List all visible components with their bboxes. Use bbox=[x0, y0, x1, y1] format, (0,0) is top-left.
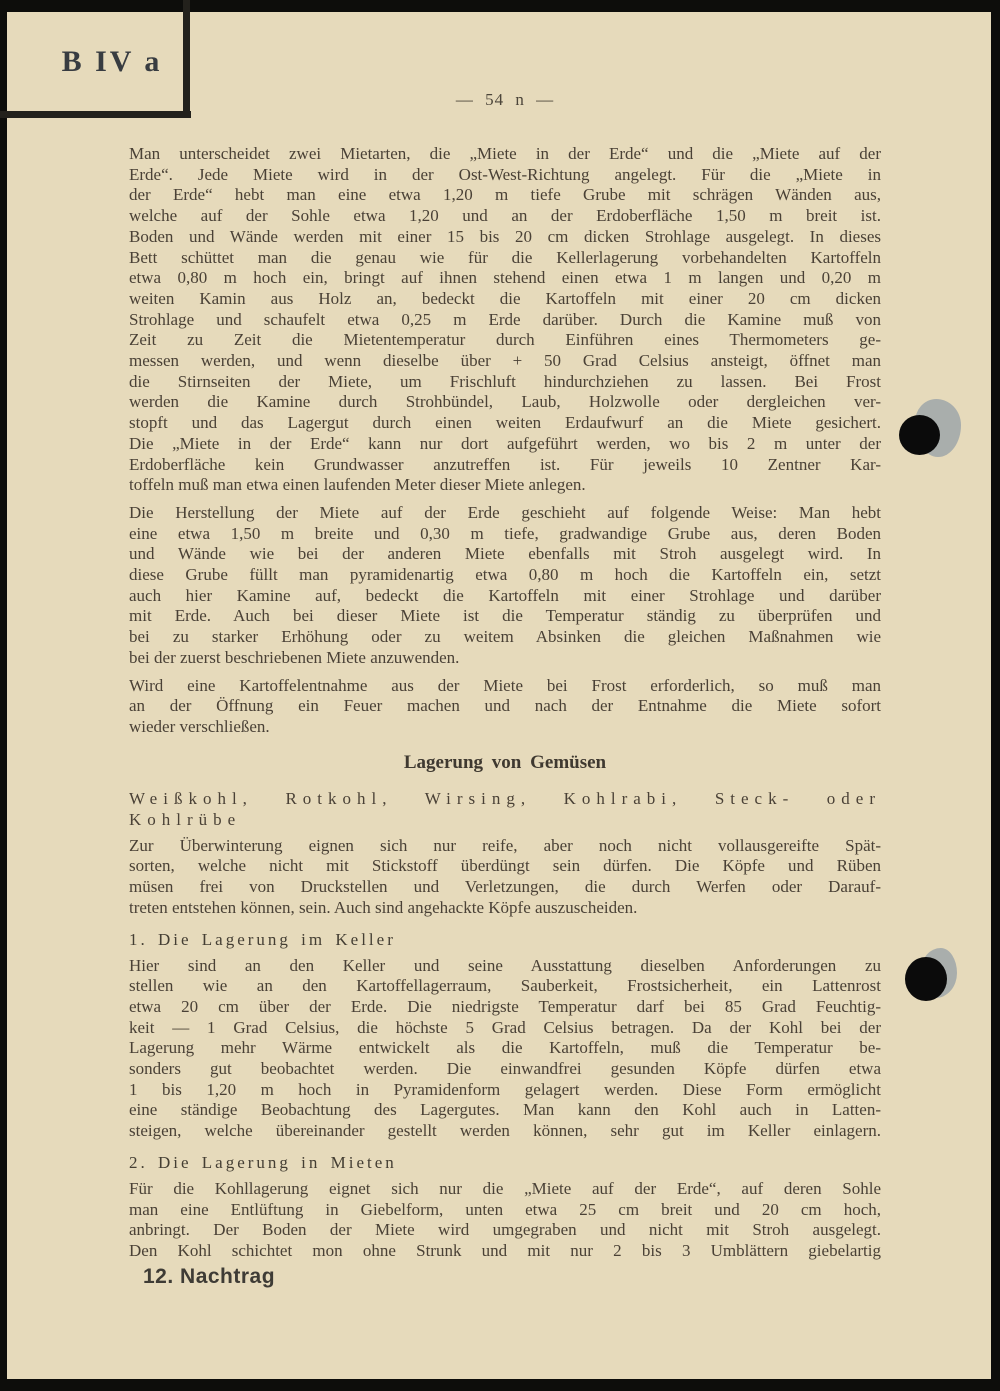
text-line: Lagerung mehr Wärme entwickelt als die Kartoffeln, muß die Temperatur be- bbox=[129, 1038, 881, 1058]
text-line: mit Erde. Auch bei dieser Miete ist die Temperatur ständig zu überprüfen und bbox=[129, 606, 881, 626]
scan-edge-bottom bbox=[0, 1379, 1000, 1391]
stamp-label: B IV a bbox=[61, 44, 163, 78]
page-number: — 54 n — bbox=[455, 90, 555, 109]
text-line: etwa 20 cm über der Erde. Die niedrigste Temperatur darf bei 85 Grad Feuchtig- bbox=[129, 996, 881, 1016]
text-line: stellen wie an den Kartoffellagerraum, Sauberkeit, Frostsicherheit, ein Lattenrost bbox=[129, 976, 881, 996]
text-line: bei zu starker Erhöhung oder zu weitem Absinken die gleichen Maßnahmen wie bbox=[129, 627, 881, 647]
text-line: Weißkohl, Rotkohl, Wirsing, Kohlrabi, Steck- oder bbox=[129, 788, 881, 808]
spaced-intro-kohlsorten bbox=[129, 788, 881, 831]
text-line: steigen, welche übereinander gestellt werden können, sehr gut im Keller einlagern. bbox=[129, 1121, 881, 1141]
heading-lagerung-im-keller: 1. Die Lagerung im Keller bbox=[129, 929, 396, 949]
text-line: Strohlage und schaufelt etwa 0,25 m Erde darüber. Durch die Kamine muß von bbox=[129, 309, 881, 329]
text-line: man eine Entlüftung in Giebelform, unten etwa 25 cm breit und 20 cm hoch, bbox=[129, 1199, 881, 1219]
text-line: Bett schüttet man die genau wie für die Kellerlagerung vorbehandelten Kartoffeln bbox=[129, 247, 881, 267]
text-line: stopft und das Lagergut durch einen weiten Erdaufwurf an die Miete gesichert. bbox=[129, 413, 881, 433]
heading-lagerung-von-gemuesen: Lagerung von Gemüsen bbox=[403, 751, 607, 773]
text-line: an der Öffnung ein Feuer machen und nach der Entnahme die Miete sofort bbox=[129, 696, 881, 716]
text-line: keit — 1 Grad Celsius, die höchste 5 Grad Celsius betragen. Da der Kohl bei der bbox=[129, 1017, 881, 1037]
text-line: weiten Kamin aus Holz an, bedeckt die Kartoffeln mit einer 20 cm dicken bbox=[129, 288, 881, 308]
text-line: 1 bis 1,20 m hoch in Pyramidenform gelagert werden. Diese Form ermöglicht bbox=[129, 1079, 881, 1099]
punch-hole-bottom bbox=[905, 948, 963, 1004]
scan-edge-left bbox=[0, 0, 7, 1391]
text-line: etwa 0,80 m hoch ein, bringt auf ihnen stehend einen etwa 1 m langen und 0,20 m bbox=[129, 268, 881, 288]
text-line: anbringt. Der Boden der Miete wird umgegraben und nicht mit Stroh ausgelegt. bbox=[129, 1220, 881, 1240]
text-line: welche auf der Sohle etwa 1,20 und an der Erdoberfläche 1,50 m breit ist. bbox=[129, 206, 881, 226]
paragraph-keller bbox=[129, 956, 881, 1142]
text-line: müsen frei von Druckstellen und Verletzungen, die durch Werfen oder Darauf- bbox=[129, 877, 881, 897]
punch-hole-icon bbox=[905, 957, 947, 1001]
text-line: bei der zuerst beschriebenen Miete anzuwenden. bbox=[129, 647, 460, 667]
text-body bbox=[129, 144, 881, 1269]
text-line: Wird eine Kartoffelentnahme aus der Miete bei Frost erforderlich, so muß man bbox=[129, 675, 881, 695]
text-line: Zeit zu Zeit die Mietentemperatur durch Einführen eines Thermometers ge- bbox=[129, 330, 881, 350]
text-line: Zur Überwinterung eignen sich nur reife, aber noch nicht vollausgereifte Spät- bbox=[129, 835, 881, 855]
text-line: Man unterscheidet zwei Mietarten, die „Miete in der Erde“ und die „Miete auf der bbox=[129, 144, 881, 163]
paragraph-ueberwinterung bbox=[129, 836, 881, 919]
paragraph-kohllagerung bbox=[129, 1179, 881, 1262]
punch-hole-top bbox=[899, 398, 963, 458]
text-line: Erdoberfläche kein Grundwasser anzutreffen ist. Für jeweils 10 Zentner Kar- bbox=[129, 454, 881, 474]
text-line: werden die Kamine durch Strohbündel, Laub, Holzwolle oder dergleichen ver- bbox=[129, 392, 881, 412]
scan-edge-right bbox=[991, 0, 1000, 1391]
text-line: treten entstehen können, sein. Auch sind angehackte Köpfe auszuscheiden. bbox=[129, 897, 638, 917]
text-line: Kohlrübe bbox=[129, 810, 242, 830]
text-line: Boden und Wände werden mit einer 15 bis 20 cm dicken Strohlage ausgelegt. In dieses bbox=[129, 226, 881, 246]
heading-lagerung-in-mieten: 2. Die Lagerung in Mieten bbox=[129, 1152, 397, 1172]
text-line: Hier sind an den Keller und seine Ausstattung dieselben Anforderungen zu bbox=[129, 955, 881, 975]
text-line: eine etwa 1,50 m breite und 0,30 m tiefe, gradwandige Grube aus, deren Boden bbox=[129, 523, 881, 543]
text-line: Die Herstellung der Miete auf der Erde geschieht auf folgende Weise: Man hebt bbox=[129, 502, 881, 522]
text-line: auch hier Kamine auf, bedeckt die Kartoffeln mit einer Strohlage und darüber bbox=[129, 585, 881, 605]
text-line: der Erde“ hebt man eine etwa 1,20 m tiefe Grube mit schrägen Wänden aus, bbox=[129, 185, 881, 205]
text-line: messen werden, und wenn dieselbe über + 50 Grad Celsius ansteigt, öffnet man bbox=[129, 351, 881, 371]
stamp-box-bottom-border bbox=[0, 111, 191, 118]
text-line: Für die Kohllagerung eignet sich nur die „Miete auf der Erde“, auf deren Sohle bbox=[129, 1178, 881, 1198]
text-line: diese Grube füllt man pyramidenartig etwa 0,80 m hoch die Kartoffeln ein, setzt bbox=[129, 565, 881, 585]
text-line: wieder verschließen. bbox=[129, 716, 270, 736]
text-line: eine ständige Beobachtung des Lagergutes. Man kann den Kohl auch in Latten- bbox=[129, 1100, 881, 1120]
scan-edge-top bbox=[0, 0, 1000, 12]
text-line: Die „Miete in der Erde“ kann nur dort aufgeführt werden, wo bis 2 m unter der bbox=[129, 433, 881, 453]
text-line: sorten, welche nicht mit Stickstoff überdüngt sein dürfen. Die Köpfe und Rüben bbox=[129, 856, 881, 876]
text-line: die Stirnseiten der Miete, um Frischluft hindurchziehen zu lassen. Bei Frost bbox=[129, 371, 881, 391]
text-line: sonders gut beobachtet werden. Die einwandfrei gesunden Köpfe dürfen etwa bbox=[129, 1059, 881, 1079]
text-line: Erde“. Jede Miete wird in der Ost-West-Richtung angelegt. Für die „Miete in bbox=[129, 164, 881, 184]
paragraph-miete-in-der-erde bbox=[129, 144, 881, 496]
paragraph-miete-auf-der-erde bbox=[129, 503, 881, 669]
punch-hole-icon bbox=[899, 415, 940, 455]
paragraph-kartoffelentnahme bbox=[129, 676, 881, 738]
footer-supplement-label: 12. Nachtrag bbox=[143, 1265, 276, 1288]
text-line: Den Kohl schichtet mon ohne Strunk und mit nur 2 bis 3 Umblättern giebelartig bbox=[129, 1240, 881, 1260]
text-line: toffeln muß man etwa einen laufenden Meter dieser Miete anlegen. bbox=[129, 475, 586, 495]
text-line: und Wände wie bei der anderen Miete ebenfalls mit Stroh ausgelegt wird. In bbox=[129, 544, 881, 564]
